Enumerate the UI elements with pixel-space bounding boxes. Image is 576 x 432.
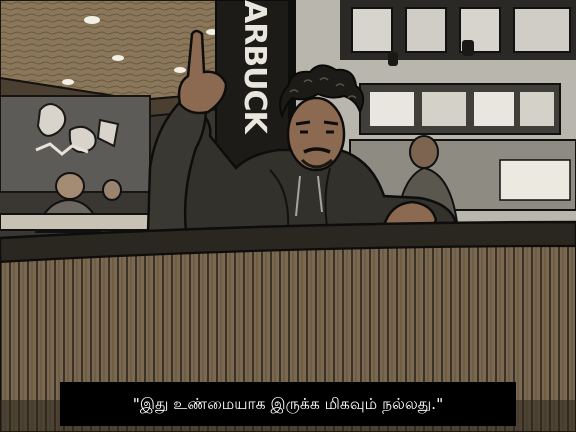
- ceiling-light: [62, 79, 74, 85]
- cafe-table: [0, 214, 170, 230]
- menu-panel: [422, 92, 466, 126]
- ceiling-light: [84, 16, 100, 24]
- menu-panel: [474, 92, 514, 126]
- subtitle-caption: "இது உண்மையாக இருக்க மிகவும் நல்லது.": [60, 382, 516, 426]
- window-panel: [352, 8, 392, 52]
- pastry-shelf: [500, 160, 570, 200]
- storefront-sign-text: ARBUCK: [237, 0, 272, 133]
- pendant-lamp: [388, 52, 398, 66]
- ceiling-light: [112, 55, 124, 61]
- menu-panel: [370, 92, 414, 126]
- menu-panel: [520, 92, 554, 126]
- background-person-head: [410, 136, 438, 168]
- subject-face: [288, 98, 344, 170]
- background-person-head: [103, 180, 121, 200]
- window-panel: [514, 8, 570, 52]
- ceiling-light: [174, 67, 186, 73]
- pendant-lamp: [462, 40, 474, 56]
- background-person-head: [56, 173, 84, 199]
- window-panel: [406, 8, 446, 52]
